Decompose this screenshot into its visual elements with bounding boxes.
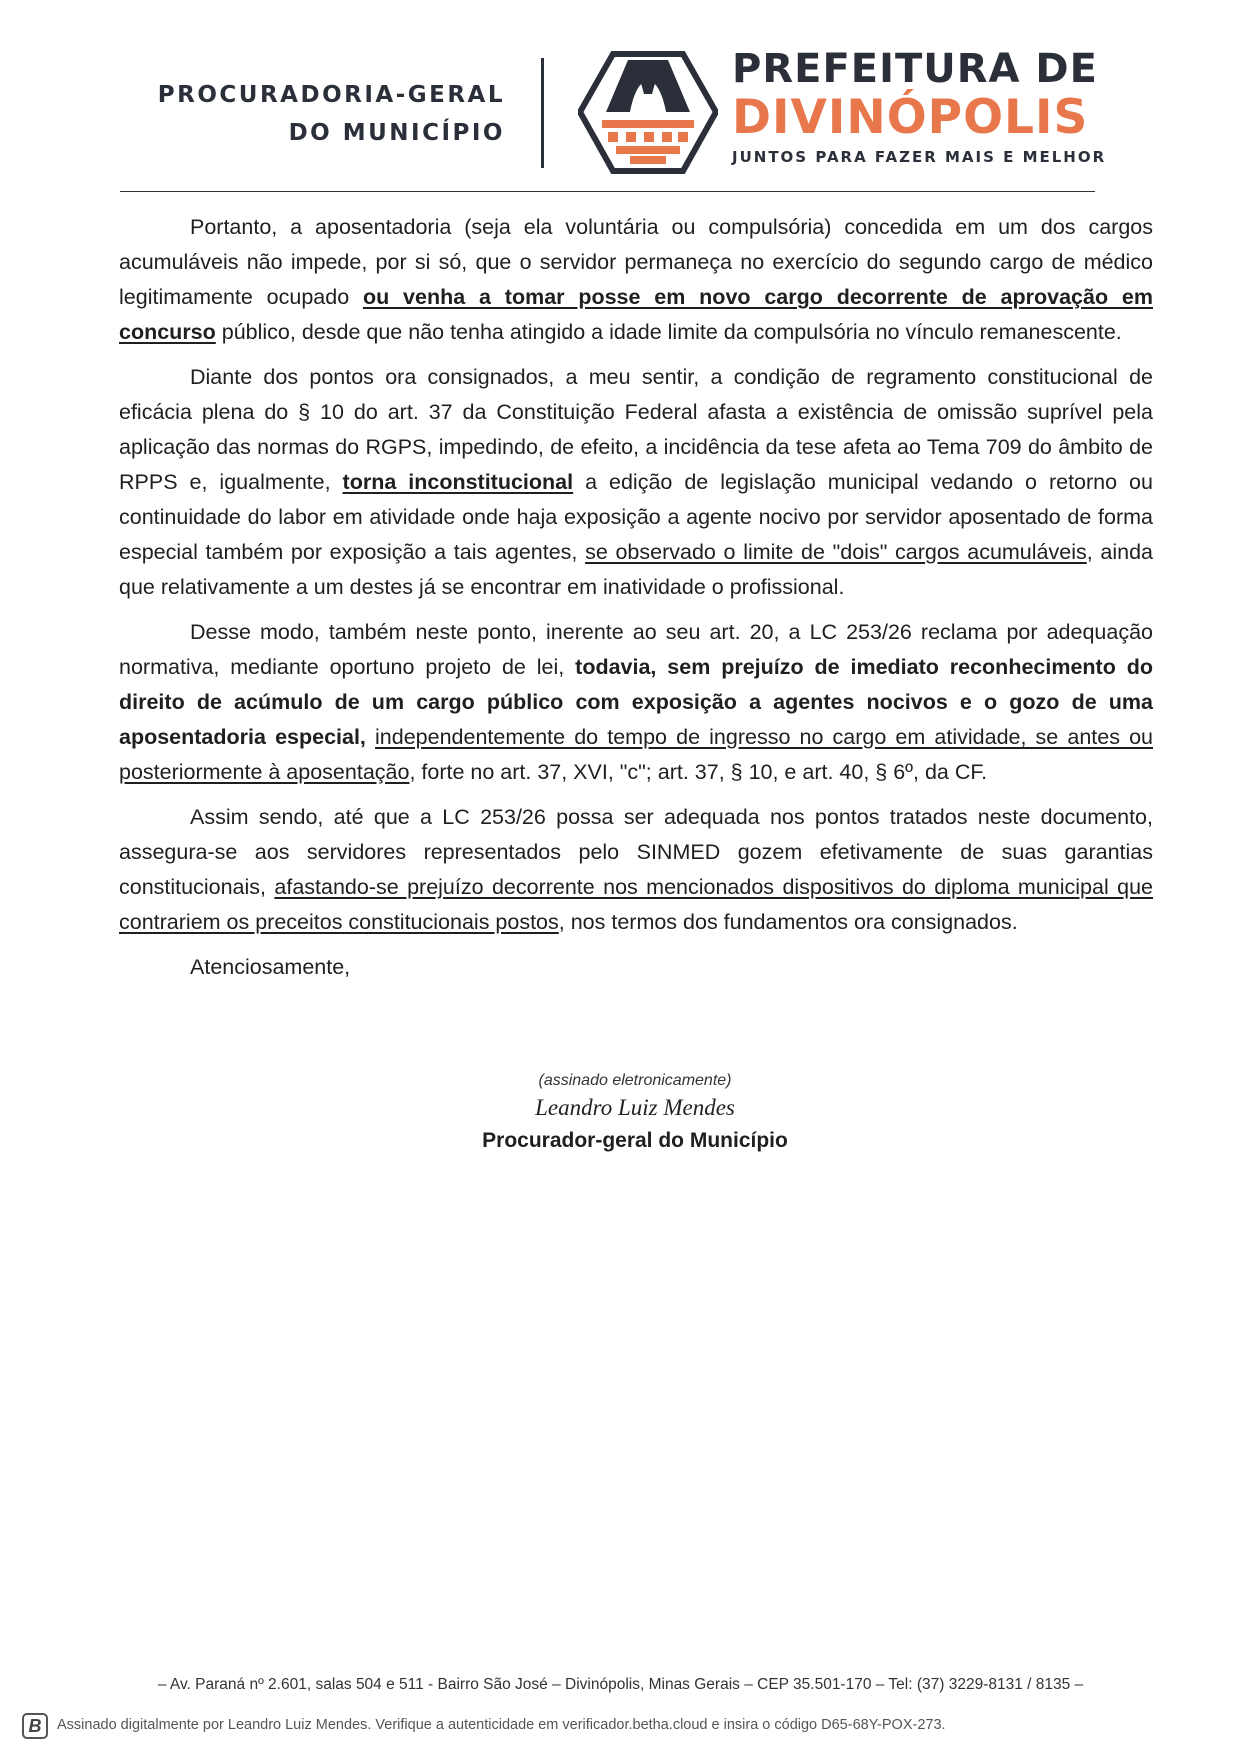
city-logo-icon	[578, 50, 718, 175]
footer-address: – Av. Paraná nº 2.601, salas 504 e 511 - Bairro São José – Divinópolis, Minas Gerais – CEP 35.501-170 – Tel: (37) 3229-8131 / 8135 –	[157, 1676, 1084, 1693]
paragraph-3-text-e: , forte no art. 37, XVI, "c"; art. 37, § 10, e art. 40, § 6º, da CF.	[409, 760, 988, 784]
paragraph-3-bold: todavia, sem prejuízo de imediato reconhecimento do direito de acúmulo de um cargo público com exposição a agentes nocivos e o gozo de uma aposentadoria especial,	[119, 655, 1153, 749]
signatory-name: Leandro Luiz Mendes	[535, 1095, 735, 1120]
header-rule	[120, 191, 1095, 192]
header-divider	[541, 58, 544, 168]
paragraph-3-text-a: Desse modo, também neste ponto, inerente ao seu art. 20, a LC 253/26 reclama por adequação normativa, mediante oportuno projeto de lei,	[119, 620, 1153, 679]
paragraph-3-space	[366, 725, 375, 749]
brand-line-1: PREFEITURA DE	[732, 46, 1098, 92]
paragraph-2-text-c: a edição de legislação municipal vedando o retorno ou continuidade do labor em atividade onde haja exposição a agente nocivo por servidor aposentado de forma especial também por exposição a tais agentes,	[119, 470, 1153, 564]
paragraph-2-underline: se observado o limite de "dois" cargos acumuláveis	[585, 540, 1087, 564]
signature-note: (assinado eletronicamente)	[538, 1072, 732, 1089]
paragraph-3-underline: independentemente do tempo de ingresso no cargo em atividade, se antes ou posteriormente à aposentação	[119, 725, 1154, 784]
paragraph-1-text-c: público, desde que não tenha atingido a idade limite da compulsória no vínculo remanescente.	[215, 320, 1122, 344]
paragraph-4	[119, 800, 1153, 940]
city-brand	[732, 46, 1112, 170]
paragraph-1-emphasis: ou venha a tomar posse em novo cargo decorrente de aprovação em concurso	[119, 285, 1153, 344]
paragraph-2-text-a: Diante dos pontos ora consignados, a meu sentir, a condição de regramento constitucional de eficácia plena do § 10 do art. 37 da Constituição Federal afasta a existência de omissão suprível pela aplicação das normas do RGPS, impedindo, de efeito, a incidência da tese afeta ao Tema 709 do âmbito de RPPS e, igualmente,	[119, 365, 1153, 494]
signatory-title: Procurador-geral do Município	[482, 1129, 788, 1152]
paragraph-1	[119, 210, 1153, 350]
paragraph-2-emphasis: torna inconstitucional	[342, 470, 574, 494]
signature-block	[440, 1070, 830, 1158]
document-body	[119, 210, 1153, 995]
brand-slogan: JUNTOS PARA FAZER MAIS E MELHOR	[732, 148, 1107, 166]
paragraph-4-underline: afastando-se prejuízo decorrente nos mencionados dispositivos do diploma municipal que contrariem os preceitos constitucionais postos	[119, 875, 1153, 934]
office-line-2: DO MUNICÍPIO	[288, 120, 505, 146]
closing: Atenciosamente,	[190, 955, 351, 979]
paragraph-3	[119, 615, 1153, 790]
paragraph-4-text-c: , nos termos dos fundamentos ora consignados.	[558, 910, 1018, 934]
office-line-1: PROCURADORIA-GERAL	[157, 82, 505, 108]
brand-line-2: DIVINÓPOLIS	[732, 90, 1089, 145]
footer-clipped-link	[540, 1702, 740, 1708]
digital-signature-text: Assinado digitalmente por Leandro Luiz Mendes. Verifique a autenticidade em verificador.betha.cloud e insira o código D65-68Y-POX-273.	[57, 1717, 946, 1733]
letterhead	[0, 0, 1241, 195]
paragraph-2-text-e: , ainda que relativamente a um destes já se encontrar em inatividade o profissional.	[119, 540, 1153, 599]
paragraph-4-text-a: Assim sendo, até que a LC 253/26 possa ser adequada nos pontos tratados neste documento, assegura-se aos servidores representados pelo SINMED gozem efetivamente de suas garantias constitucionais,	[119, 805, 1153, 899]
digital-signature-bar	[22, 1713, 1222, 1743]
paragraph-2	[119, 360, 1153, 605]
signature-service-badge-icon: B	[22, 1713, 48, 1739]
paragraph-1-text-a: Portanto, a aposentadoria (seja ela voluntária ou compulsória) concedida em um dos cargos acumuláveis não impede, por si só, que o servidor permaneça no exercício do segundo cargo de médico legitimamente ocupado	[119, 215, 1153, 309]
office-name	[145, 76, 505, 152]
